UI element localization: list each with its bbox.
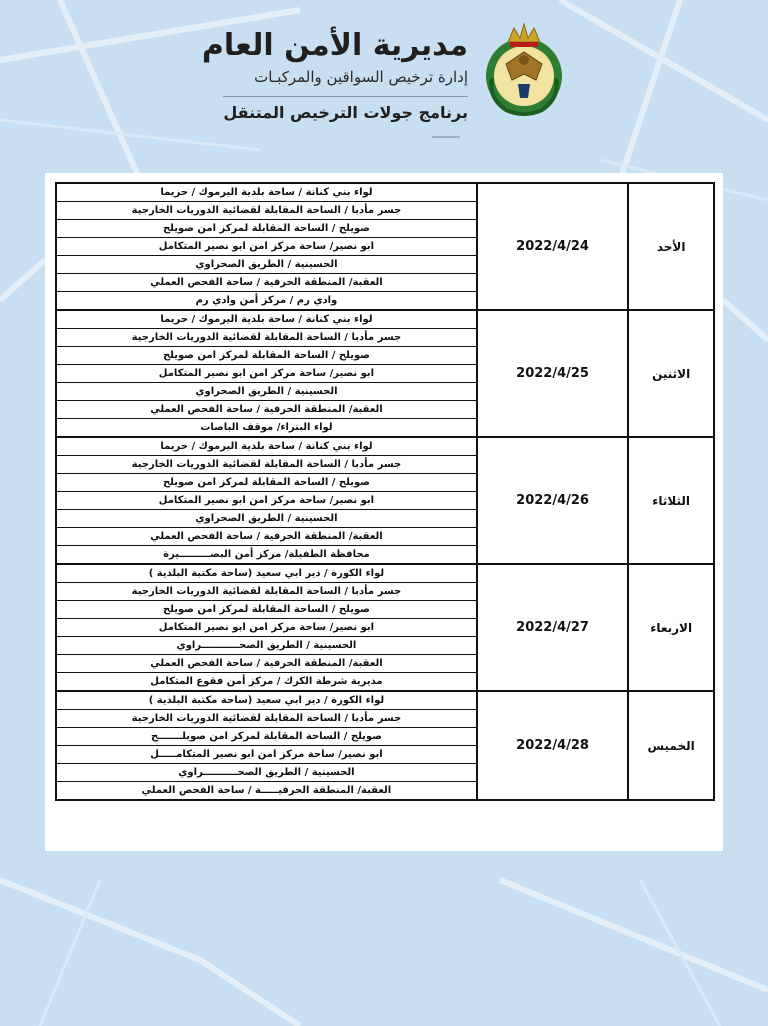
location-item: وادي رم / مركز أمن وادي رم — [57, 291, 476, 309]
location-item: صويلح / الساحة المقابلة لمركز امن صويلح — [57, 473, 476, 491]
day-cell: الاثنين — [628, 310, 714, 437]
security-emblem-icon — [478, 18, 570, 118]
schedule-row — [56, 310, 714, 437]
location-item: العقبة/ المنطقة الحرفية / ساحة الفحص العملي — [57, 273, 476, 291]
location-item: الحسينية / الطريق الصحراوي — [57, 382, 476, 400]
location-item: العقبة/ المنطقة الحرفيـــــة / ساحة الفحص العملي — [57, 781, 476, 799]
location-item: ابو نصير/ ساحة مركز امن ابو نصير المتكامل — [57, 364, 476, 382]
locations-cell — [56, 691, 477, 800]
location-item: صويلح / الساحة المقابلة لمركز امن صويلـــــــح — [57, 727, 476, 745]
location-item: لواء بني كنانة / ساحة بلدية اليرموك / حريما — [160, 441, 373, 452]
program-title: برنامج جولات الترخيص المتنقل — [223, 96, 468, 125]
location-item: جسر مأدبا / الساحة المقابلة لقضائية الدوريات الخارجية — [57, 455, 476, 473]
directorate-title: مديرية الأمن العام — [201, 28, 468, 63]
date-cell: 2022/4/24 — [477, 183, 628, 310]
day-cell: الثلاثاء — [628, 437, 714, 564]
location-item: العقبة/ المنطقة الحرفية / ساحة الفحص العملي — [57, 527, 476, 545]
day-cell: الأحد — [628, 183, 714, 310]
location-item: صويلح / الساحة المقابلة لمركز امن صويلح — [57, 600, 476, 618]
schedule-table — [55, 182, 715, 801]
header-divider — [432, 136, 460, 138]
location-item: جسر مأدبا / الساحة المقابلة لقضائية الدوريات الخارجية — [57, 582, 476, 600]
schedule-row — [56, 564, 714, 691]
location-item: صويلح / الساحة المقابلة لمركز امن صويلح — [57, 346, 476, 364]
location-item: الحسينية / الطريق الصحـــــــــــراوي — [57, 636, 476, 654]
location-item: محافظة الطفيلة/ مركز أمن البصـــــــــيرة — [57, 545, 476, 563]
location-item: العقبة/ المنطقة الحرفية / ساحة الفحص العملي — [57, 654, 476, 672]
location-item: لواء البتراء/ موقف الباصات — [57, 418, 476, 436]
schedule-row — [56, 691, 714, 800]
location-item: جسر مأدبا / الساحة المقابلة لقضائية الدوريات الخارجية — [57, 328, 476, 346]
location-item: الحسينية / الطريق الصحراوي — [57, 255, 476, 273]
location-item: ابو نصير/ ساحة مركز امن ابو نصير المتكامل — [57, 237, 476, 255]
locations-cell — [56, 310, 477, 437]
schedule-sheet — [45, 173, 723, 851]
locations-cell — [56, 564, 477, 691]
department-subtitle: إدارة ترخيص السواقين والمركبـات — [254, 68, 468, 86]
location-item: لواء الكورة / دير ابي سعيد (ساحة مكتبة البلدية ) — [148, 568, 385, 579]
location-item: الحسينية / الطريق الصحراوي — [57, 509, 476, 527]
date-cell: 2022/4/28 — [477, 691, 628, 800]
location-item: ابو نصير/ ساحة مركز امن ابو نصير المتكامل — [57, 618, 476, 636]
location-item: مديرية شرطة الكرك / مركز أمن فقوع المتكامل — [57, 672, 476, 690]
schedule-row — [56, 437, 714, 564]
location-item: الحسينية / الطريق الصحــــــــــراوي — [57, 763, 476, 781]
day-cell: الاربعاء — [628, 564, 714, 691]
date-cell: 2022/4/27 — [477, 564, 628, 691]
date-cell: 2022/4/26 — [477, 437, 628, 564]
location-item: العقبة/ المنطقة الحرفية / ساحة الفحص العملي — [57, 400, 476, 418]
location-item: لواء بني كنانة / ساحة بلدية اليرموك / حريما — [160, 187, 373, 198]
page-header — [0, 0, 768, 150]
location-item: صويلح / الساحة المقابلة لمركز امن صويلح — [57, 219, 476, 237]
location-item: ابو نصير/ ساحة مركز امن ابو نصير المتكامل — [57, 491, 476, 509]
location-item: جسر مأدبا / الساحة المقابلة لقضائية الدوريات الخارجية — [57, 709, 476, 727]
location-item: لواء الكورة / دير ابي سعيد (ساحة مكتبة البلدية ) — [148, 695, 385, 706]
title-block — [148, 28, 468, 125]
location-item: جسر مأدبا / الساحة المقابلة لقضائية الدوريات الخارجية — [57, 201, 476, 219]
day-cell: الخميس — [628, 691, 714, 800]
location-item: ابو نصير/ ساحة مركز امن ابو نصير المتكامـــــل — [57, 745, 476, 763]
schedule-row — [56, 183, 714, 310]
locations-cell — [56, 437, 477, 564]
locations-cell — [56, 183, 477, 310]
location-item: لواء بني كنانة / ساحة بلدية اليرموك / حريما — [160, 314, 373, 325]
date-cell: 2022/4/25 — [477, 310, 628, 437]
